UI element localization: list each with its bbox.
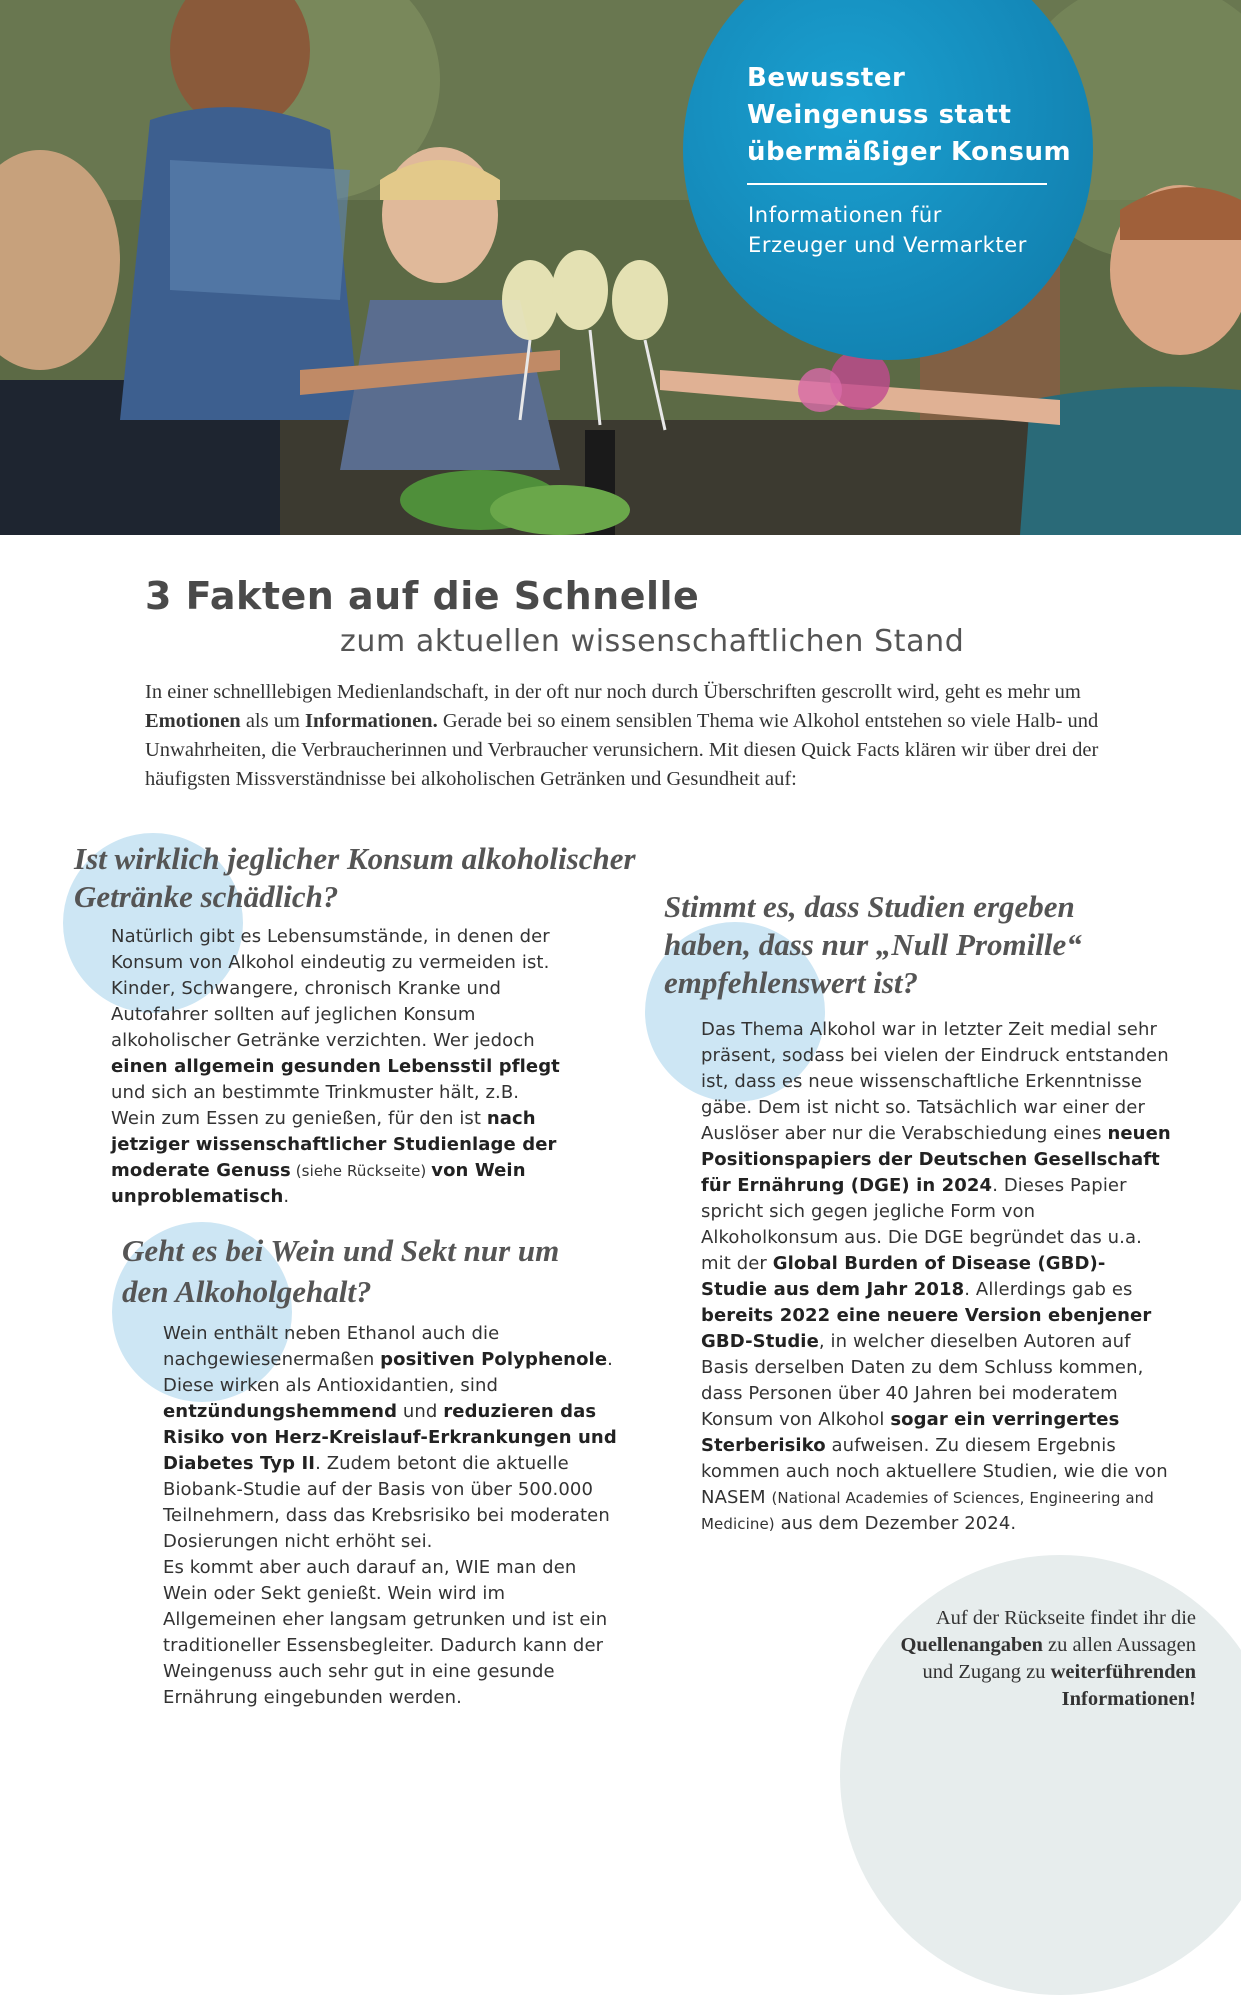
fact1-text: . xyxy=(283,1186,290,1207)
badge-title xyxy=(747,60,1077,171)
intro-text: als um xyxy=(240,710,306,732)
fact1-question-line: Ist wirklich jeglicher Konsum alkoholischer xyxy=(74,841,636,876)
page-title: 3 Fakten auf die Schnelle xyxy=(145,574,700,618)
badge-title-line: übermäßiger Konsum xyxy=(747,137,1072,167)
badge-subtitle-line: Informationen für xyxy=(748,203,943,227)
intro-bold: Informationen. xyxy=(305,710,438,732)
fact3-text: . Allerdings gab es xyxy=(964,1279,1133,1300)
fact2-text: . Diese wirken als Antioxidantien, sind xyxy=(163,1349,613,1396)
fact3-bold: Global Burden of Disease (GBD)-Studie aus dem Jahr 2018 xyxy=(701,1253,1106,1300)
fact3-question-line: haben, dass nur „Null Promille“ xyxy=(664,927,1082,962)
fact3-question-line: empfehlenswert ist? xyxy=(664,965,919,1000)
fact3-bold: sogar ein verringertes Sterberisiko xyxy=(701,1409,1120,1456)
fact3-text: . Dieses Papier spricht sich gegen jegliche Form von Alkoholkonsum aus. Die DGE begründet das u.a. mit der xyxy=(701,1175,1142,1274)
intro-paragraph xyxy=(145,678,1135,794)
footer-note-bold: Quellenangaben xyxy=(900,1634,1043,1656)
fact3-answer xyxy=(701,1017,1171,1537)
fact2-text: . Zudem betont die aktuelle Biobank-Studie auf der Basis von über 500.000 Teilnehmern, dass das Krebsrisiko bei moderaten Dosierungen nicht erhöht sei. xyxy=(163,1453,610,1552)
intro-text: In einer schnelllebigen Medienlandschaft, in der oft nur noch durch Überschriften gescrollt wird, geht es mehr um xyxy=(145,681,1081,703)
footer-note-text: zu allen Aussagen und Zugang zu xyxy=(922,1634,1196,1683)
fact3-question xyxy=(664,888,1184,1002)
fact1-answer xyxy=(111,924,561,1210)
fact2-text: Es kommt aber auch darauf an, WIE man den Wein oder Sekt genießt. Wein wird im Allgemeinen eher langsam getrunken und ist ein traditioneller Essensbegleiter. Dadurch kann der Weingenuss auch sehr gut in eine gesunde Ernährung eingebunden werden. xyxy=(163,1557,608,1708)
fact3-question-line: Stimmt es, dass Studien ergeben xyxy=(664,889,1075,924)
fact3-text: , in welcher dieselben Autoren auf Basis derselben Daten zu dem Schluss kommen, dass Personen über 40 Jahren bei moderatem Konsum von Alkohol xyxy=(701,1331,1144,1430)
fact1-text: und sich an bestimmte Trinkmuster hält, z.B. Wein zum Essen zu genießen, für den ist xyxy=(111,1082,520,1129)
fact3-text: aufweisen. Zu diesem Ergebnis kommen auch noch aktuellere Studien, wie die von NASEM xyxy=(701,1435,1168,1508)
fact2-answer xyxy=(163,1321,623,1711)
fact2-question xyxy=(122,1230,642,1312)
fact1-bold: nach jetziger wissenschaftlicher Studienlage der moderate Genuss xyxy=(111,1108,557,1181)
fact1-bold: von Wein unproblematisch xyxy=(111,1160,526,1207)
footer-note xyxy=(880,1605,1196,1713)
fact2-question-line: Geht es bei Wein und Sekt nur um xyxy=(122,1233,560,1268)
fact3-small: (National Academies of Sciences, Engineering and Medicine) xyxy=(701,1489,1154,1533)
intro-bold: Emotionen xyxy=(145,710,241,732)
fact1-text: Natürlich gibt es Lebensumstände, in denen der Konsum von Alkohol eindeutig zu vermeiden ist. Kinder, Schwangere, chronisch Kranke und Autofahrer sollten auf jeglichen Konsum alkoholischer Getränke verzichten. Wer jedoch xyxy=(111,926,550,1051)
badge-divider xyxy=(747,183,1047,185)
fact1-question xyxy=(74,840,674,916)
fact1-bold: einen allgemein gesunden Lebensstil pflegt xyxy=(111,1056,560,1077)
badge-title-line: Weingenuss statt xyxy=(747,100,1012,130)
fact2-question-line: den Alkoholgehalt? xyxy=(122,1274,372,1309)
badge-subtitle-line: Erzeuger und Vermarkter xyxy=(748,233,1027,257)
badge-subtitle xyxy=(748,200,1068,260)
fact2-text: Wein enthält neben Ethanol auch die nachgewiesenermaßen xyxy=(163,1323,500,1370)
page-subtitle: zum aktuellen wissenschaftlichen Stand xyxy=(340,624,965,659)
fact3-text: Das Thema Alkohol war in letzter Zeit medial sehr präsent, sodass bei vielen der Eindruck entstanden ist, dass es neue wissenschaftliche Erkenntnisse gäbe. Dem ist nicht so. Tatsächlich war einer der Auslöser aber nur die Verabschiedung eines xyxy=(701,1019,1169,1144)
badge-title-line: Bewusster xyxy=(747,63,906,93)
fact2-bold: positiven Polyphenole xyxy=(380,1349,608,1370)
fact3-text: aus dem Dezember 2024. xyxy=(774,1513,1017,1534)
intro-text: Gerade bei so einem sensiblen Thema wie Alkohol entstehen so viele Halb- und Unwahrheiten, die Verbraucherinnen und Verbraucher verunsichern. Mit diesen Quick Facts klären wir über drei der häufigsten Missverständnisse bei alkoholischen Getränken und Gesundheit auf: xyxy=(145,710,1099,790)
fact3-bold: neuen Positionspapiers der Deutschen Gesellschaft für Ernährung (DGE) in 2024 xyxy=(701,1123,1171,1196)
fact2-text: und xyxy=(397,1401,444,1422)
fact3-bold: bereits 2022 eine neuere Version ebenjener GBD-Studie xyxy=(701,1305,1152,1352)
fact1-question-line: Getränke schädlich? xyxy=(74,879,339,914)
fact1-small: (siehe Rückseite) xyxy=(290,1162,432,1180)
fact2-bold: reduzieren das Risiko von Herz-Kreislauf-Erkrankungen und Diabetes Typ II xyxy=(163,1401,617,1474)
fact2-bold: entzündungshemmend xyxy=(163,1401,398,1422)
footer-note-bold: weiterführenden Informationen! xyxy=(1050,1661,1196,1710)
footer-note-text: Auf der Rückseite findet ihr die xyxy=(935,1607,1196,1629)
